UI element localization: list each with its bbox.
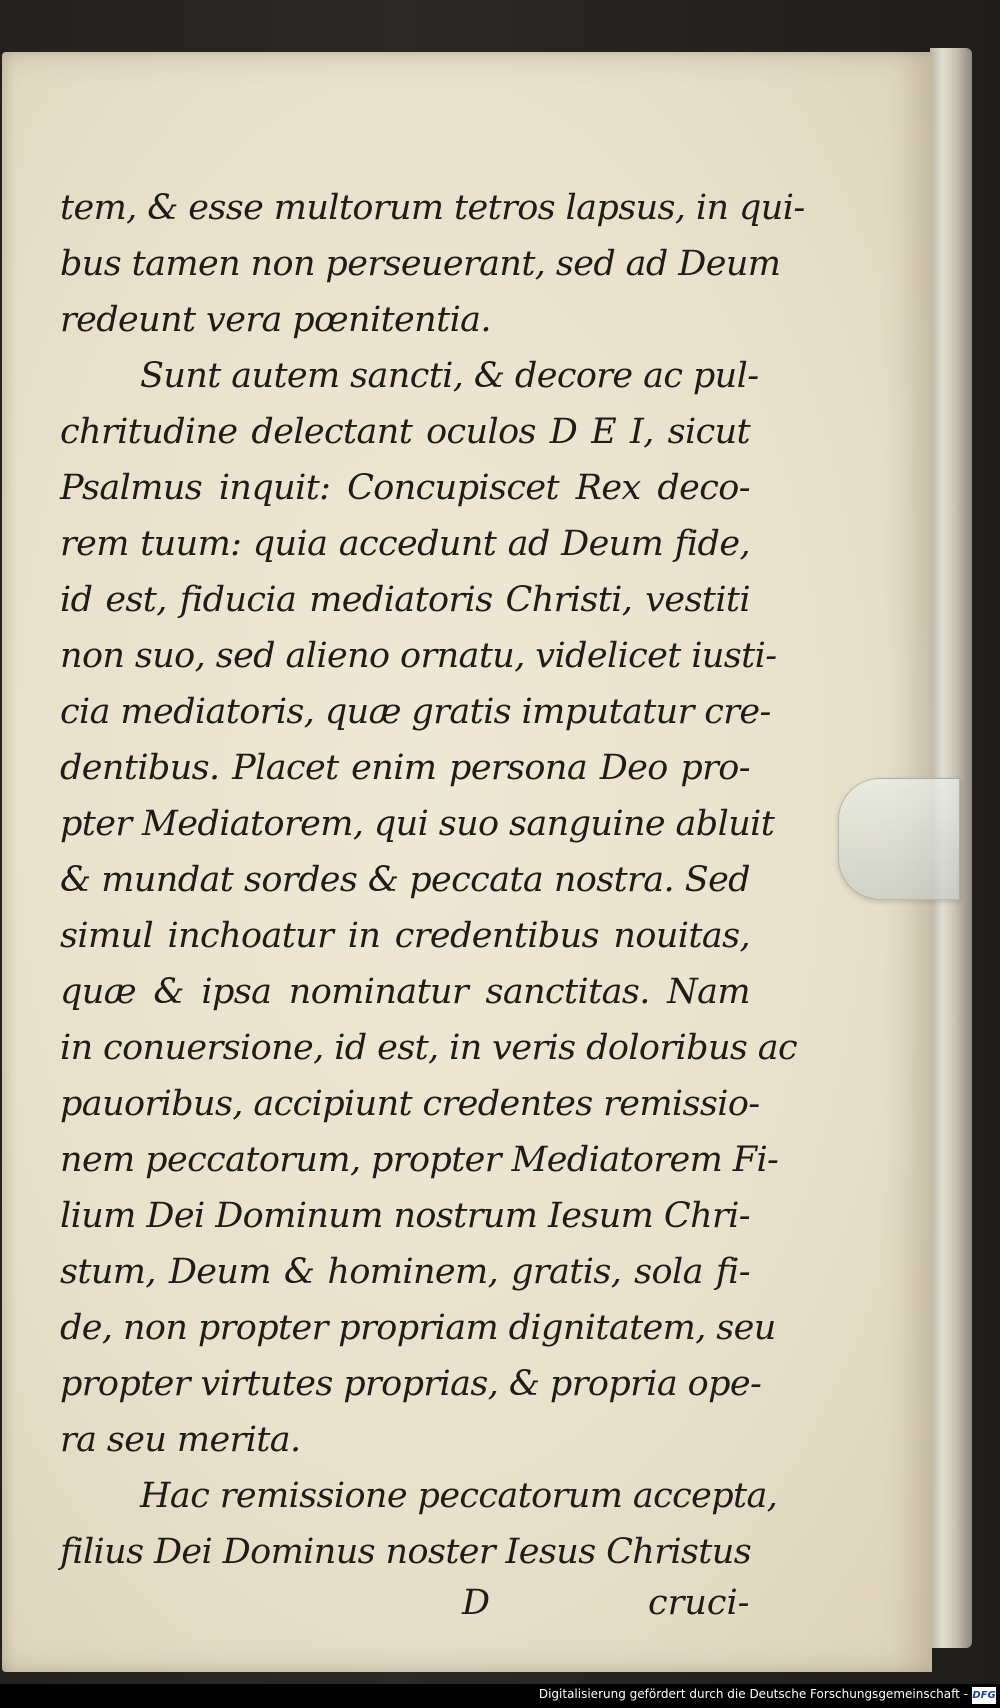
signature-mark: D — [462, 1583, 491, 1623]
text-line: stum, Deum & hominem, gratis, sola fi- — [60, 1252, 750, 1292]
text-line: Psalmus inquit: Concupiscet Rex deco- — [60, 468, 750, 508]
text-line: chritudine delectant oculos D E I, sicut — [60, 412, 750, 452]
text-line: in conuersione, id est, in veris doloribus ac — [60, 1028, 798, 1068]
text-line: Hac remissione peccatorum accepta, — [140, 1476, 778, 1516]
text-line: quæ & ipsa nominatur sanctitas. Nam — [60, 972, 750, 1012]
catchword: cruci- — [648, 1583, 750, 1623]
dfg-logo: DFG — [972, 1687, 996, 1704]
text-line: nem peccatorum, propter Mediatorem Fi- — [60, 1140, 779, 1180]
text-line: dentibus. Placet enim persona Deo pro- — [60, 748, 750, 788]
text-line: id est, fiducia mediatoris Christi, vestiti — [60, 580, 750, 620]
text-line: bus tamen non perseuerant, sed ad Deum — [60, 244, 781, 284]
text-line: redeunt vera pœnitentia. — [60, 300, 491, 340]
page-text — [60, 180, 805, 1623]
page-clip — [838, 778, 960, 900]
funding-credit: Digitalisierung gefördert durch die Deutsche Forschungsgemeinschaft - — [538, 1687, 968, 1701]
signature-line — [60, 1575, 750, 1631]
text-line: filius Dei Dominus noster Iesus Christus — [60, 1532, 752, 1572]
text-line: cia mediatoris, quæ gratis imputatur cre- — [60, 692, 771, 732]
text-line: Sunt autem sancti, & decore ac pul- — [140, 356, 759, 396]
text-line: ra seu merita. — [60, 1420, 301, 1460]
text-line: simul inchoatur in credentibus nouitas, — [60, 916, 750, 956]
text-line: & mundat sordes & peccata nostra. Sed — [60, 860, 750, 900]
text-line: lium Dei Dominum nostrum Iesum Chri- — [60, 1196, 750, 1236]
text-line: tem, & esse multorum tetros lapsus, in qui- — [60, 188, 805, 228]
text-line: propter virtutes proprias, & propria ope- — [60, 1364, 762, 1404]
text-line: pter Mediatorem, qui suo sanguine abluit — [60, 804, 775, 844]
text-line: de, non propter propriam dignitatem, seu — [60, 1308, 776, 1348]
text-line: non suo, sed alieno ornatu, videlicet iusti- — [60, 636, 777, 676]
text-line: rem tuum: quia accedunt ad Deum fide, — [60, 524, 750, 564]
book-page — [2, 52, 932, 1672]
footer-bar — [0, 1684, 1000, 1708]
text-line: pauoribus, accipiunt credentes remissio- — [60, 1084, 760, 1124]
